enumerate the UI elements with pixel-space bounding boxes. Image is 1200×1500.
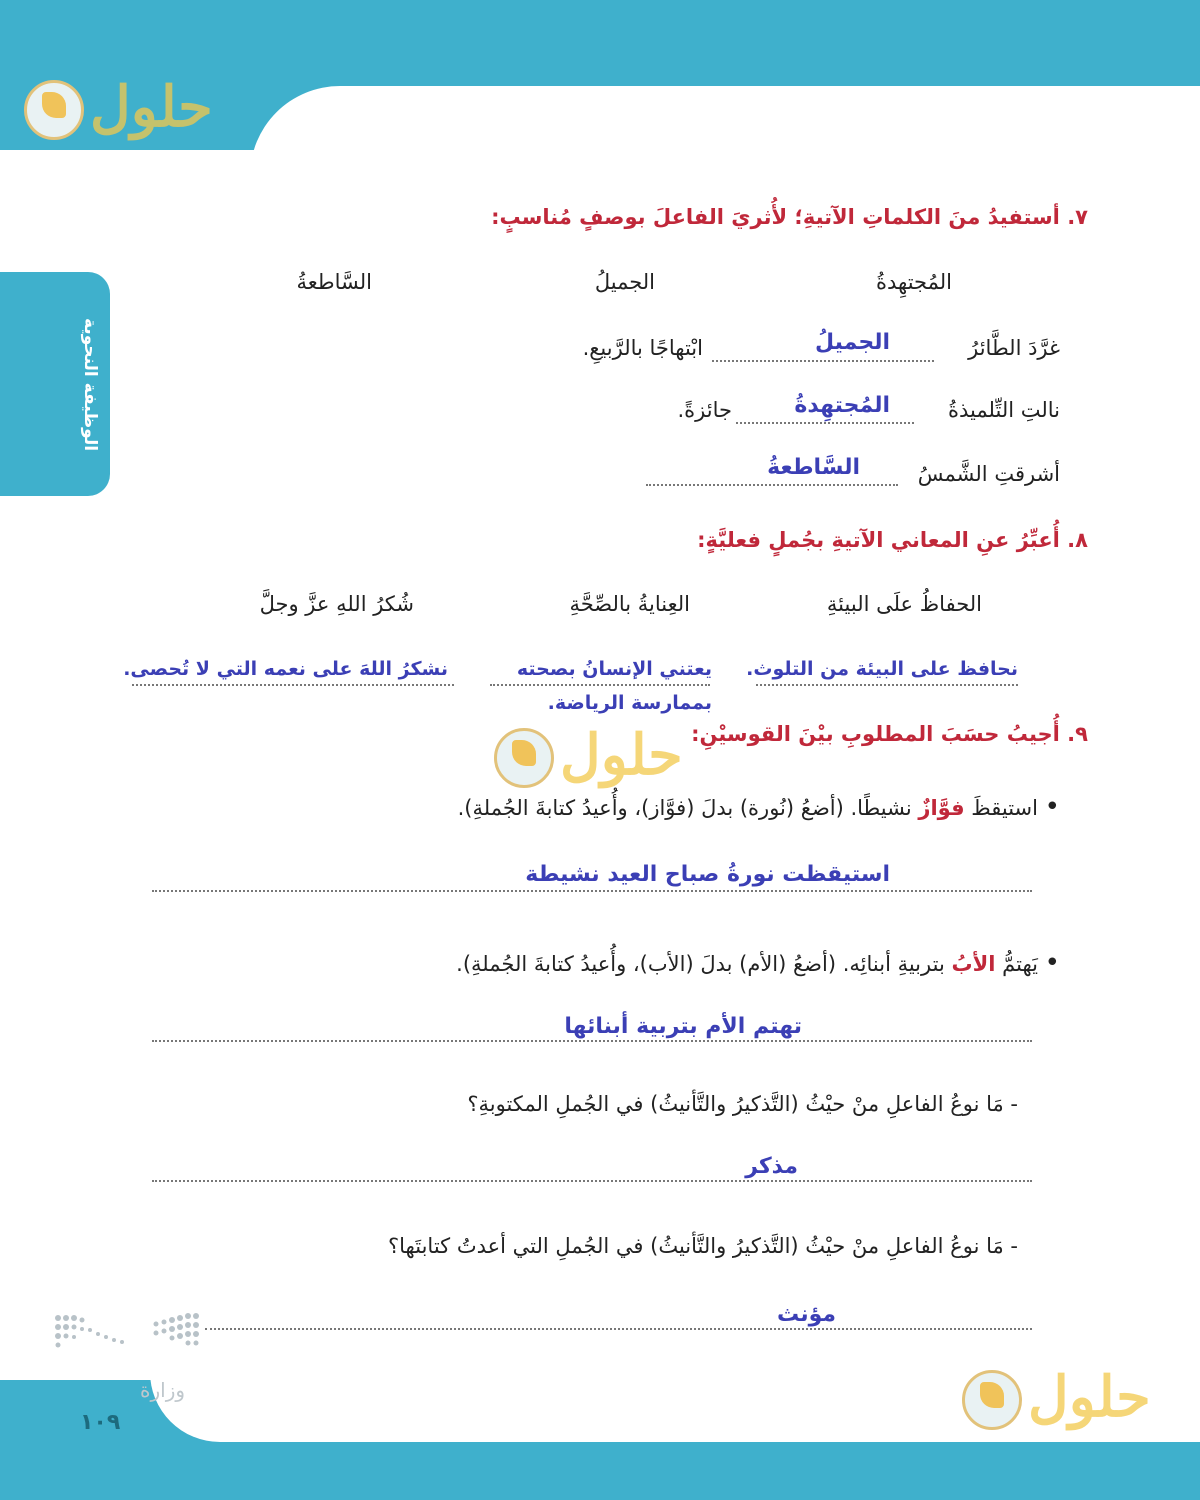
q7-sentence-2-end: جائزةً. [677, 398, 732, 422]
q8-meaning-1: الحفاظُ علَى البيئةِ [826, 592, 982, 616]
q9-question-1-answer-line[interactable] [152, 1180, 1032, 1182]
q7-sentence-1-answer: الجميلُ [814, 330, 890, 355]
watermark-logo-middle [494, 722, 683, 794]
q8-meaning-2: العِنايةُ بالصِّحَّةِ [569, 592, 690, 616]
q8-answer-3-blank[interactable] [132, 684, 454, 686]
logo-text: حلول [90, 74, 213, 140]
q9-question-1: - مَا نوعُ الفاعلِ منْ حيْثُ (التَّذكيرُ والتَّأنيثُ) في الجُملِ المكتوبةِ؟ [467, 1092, 1018, 1116]
q7-sentence-3-start: أشرقتِ الشَّمسُ [917, 462, 1060, 486]
q7-sentence-1-start: غرَّدَ الطَّائرُ [968, 336, 1060, 360]
q7-sentence-1-blank[interactable] [712, 360, 934, 362]
book-leaf-icon [42, 92, 66, 118]
q9-question-2-answer-line[interactable] [205, 1328, 1032, 1330]
q9-item-2-answer-line[interactable] [152, 1040, 1032, 1042]
q9-item-2-prefix: يَهتمُّ [1002, 952, 1038, 976]
header-curve-fill [0, 150, 1200, 210]
q9-item-1 [458, 792, 1060, 822]
q7-sentence-2-start: نالتِ التِّلميذةُ [948, 398, 1060, 422]
q9-item-1-prefix: استيقظَ [971, 796, 1038, 820]
ministry-logo-icon [52, 1310, 207, 1355]
header-logo [24, 74, 213, 146]
q7-sentence-1-end: ابْتهاجًا بالرَّبيعِ. [582, 336, 703, 360]
q9-item-2 [456, 948, 1060, 978]
q8-meaning-3: شُكرُ اللهِ عزَّ وجلَّ [259, 592, 414, 616]
q9-item-1-answer-line[interactable] [152, 890, 1032, 892]
q9-item-1-highlight: فوَّازٌ [918, 796, 965, 820]
q9-question-2-answer: مؤنث [777, 1302, 836, 1327]
watermark-logo-bottom [962, 1364, 1151, 1436]
q9-item-2-highlight: الأبُ [951, 952, 996, 976]
logo-text: حلول [1028, 1364, 1151, 1430]
q7-sentence-2-answer: المُجتهِدةُ [794, 393, 890, 418]
q7-sentence-3-answer: السَّاطعةُ [767, 455, 860, 480]
q9-question-2: - مَا نوعُ الفاعلِ منْ حيْثُ (التَّذكيرُ والتَّأنيثُ) في الجُملِ التي أعدتُ كتابتَها؟ [388, 1234, 1018, 1258]
q9-question-1-answer: مذكر [745, 1154, 798, 1179]
q8-answer-2-line-2: بممارسة الرياضة. [547, 692, 712, 714]
q7-sentence-2-blank[interactable] [736, 422, 914, 424]
q7-word-2: الجميلُ [594, 270, 655, 294]
q8-answer-1-blank[interactable] [756, 684, 1018, 686]
page-number: ١٠٩ [80, 1410, 121, 1435]
footer-strip [0, 1470, 1200, 1500]
q7-word-3: السَّاطعةُ [296, 270, 372, 294]
q8-answer-2-blank[interactable] [490, 684, 710, 686]
q9-item-2-answer: تهتم الأم بتربية أبنائها [564, 1014, 802, 1039]
q8-answer-1: نحافظ على البيئة من التلوث. [746, 658, 1018, 680]
q9-title: ٩. أُجيبُ حسَبَ المطلوبِ بيْنَ القوسيْنِ: [691, 722, 1088, 746]
book-leaf-icon [512, 740, 536, 766]
bullet-icon: • [1044, 792, 1060, 822]
q9-item-1-answer: استيقظت نورةُ صباح العيد نشيطة [525, 862, 890, 887]
q9-item-2-rest: بتربيةِ أبنائِه. (أضعُ (الأم) بدلَ (الأب)، وأُعيدُ كتابةَ الجُملةِ). [456, 952, 945, 976]
q7-title: ٧. أستفيدُ منَ الكلماتِ الآتيةِ؛ لأُثريَ الفاعلَ بوصفٍ مُناسبٍ: [491, 205, 1088, 229]
logo-text: حلول [560, 722, 683, 788]
q7-word-1: المُجتهِدةُ [876, 270, 952, 294]
q8-answer-3: نشكرُ اللهَ على نعمه التي لا تُحصى. [123, 658, 448, 680]
q9-item-1-rest: نشيطًا. (أضعُ (نُورة) بدلَ (فوَّاز)، وأُعيدُ كتابةَ الجُملةِ). [457, 796, 912, 820]
book-leaf-icon [980, 1382, 1004, 1408]
side-tab-label: الوظيفة النحوية [80, 318, 100, 452]
q7-sentence-3-blank[interactable] [646, 484, 898, 486]
q8-answer-2-line-1: يعتني الإنسانُ بصحته [516, 658, 712, 680]
bullet-icon: • [1044, 948, 1060, 978]
q8-title: ٨. أُعبِّرُ عنِ المعاني الآتيةِ بجُملٍ فعليَّةٍ: [697, 528, 1088, 552]
ministry-label: وزارة [140, 1378, 186, 1402]
